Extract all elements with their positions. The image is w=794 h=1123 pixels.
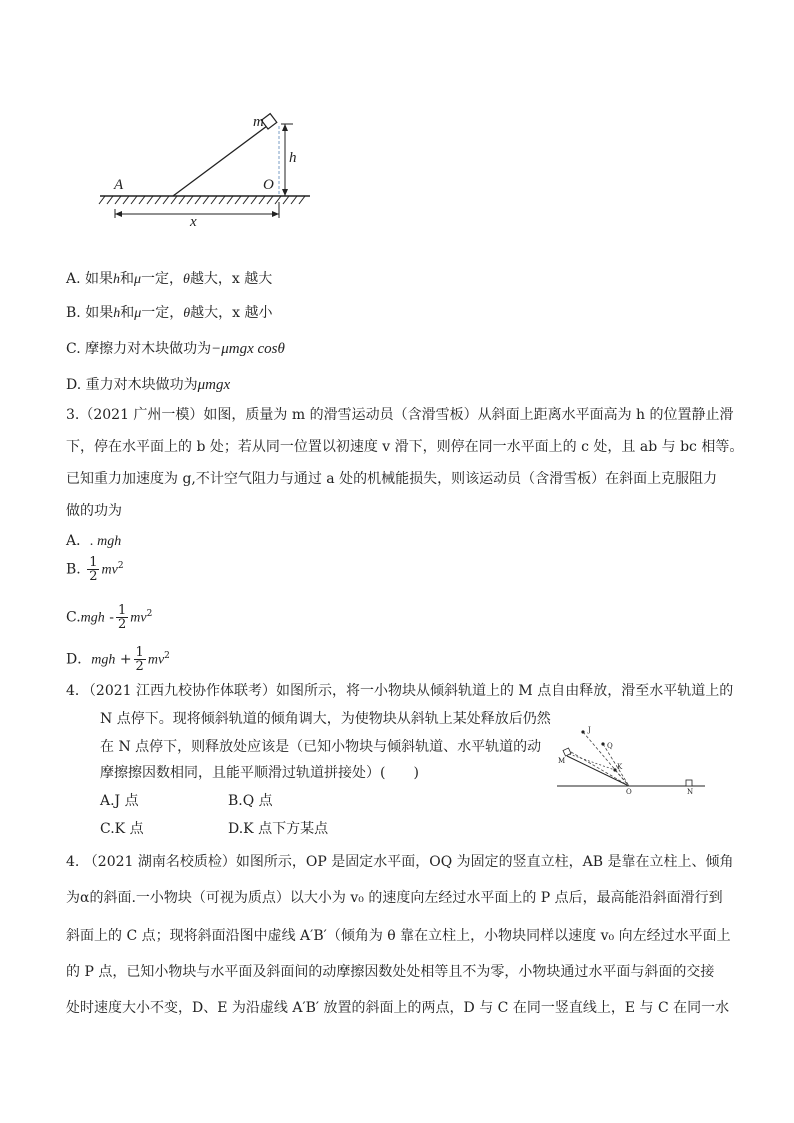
q4a-option-d: D.K 点下方某点 [228, 821, 329, 837]
q3-line-2: 下，停在水平面上的 b 处；若从同一位置以初速度 v 滑下，则停在同一水平面上的 c 处，且 ab 与 bc 相等。 [66, 439, 744, 455]
q2-option-b: B. 如果h和μ一定，θ越大，x 越小 [66, 305, 273, 321]
q3-option-a: A．. mgh [66, 533, 122, 549]
q4b-line-4: 的 P 点，已知小物块与水平面及斜面间的动摩擦因数处处相等且不为零，小物块通过水平面与斜面的交接 [66, 964, 715, 980]
q4b-line-5: 处时速度大小不变，D、E 为沿虚线 A′B′ 放置的斜面上的两点，D 与 C 在同一竖直线上，E 与 C 在同一水 [66, 1000, 730, 1016]
q4b-line-1: 4. （2021 湖南名校质检）如图所示，OP 是固定水平面，OQ 为固定的竖直立柱，AB 是靠在立柱上、倾角 [66, 854, 734, 870]
q4a-line-2: N 点停下。现将倾斜轨道的倾角调大，为使物块从斜轨上某处释放后仍然 [100, 711, 551, 727]
label-m: m [253, 114, 264, 130]
fig-label-O: O [626, 788, 632, 796]
q4a-option-b: B.Q 点 [228, 793, 273, 809]
label-h: h [289, 150, 297, 166]
q4a-option-c: C.K 点 [100, 821, 144, 837]
q2-option-d: D. 重力对木块做功为μmgx [66, 377, 231, 393]
q4a-line-1: 4．（2021 江西九校协作体联考）如图所示，将一小物块从倾斜轨道上的 M 点自由释放，滑至水平轨道上的 [66, 683, 734, 699]
fig-label-Q: Q [607, 742, 613, 750]
q4b-line-3: 斜面上的 C 点；现将斜面沿图中虚线 A′B′（倾角为 θ 靠在立柱上，小物块同样以速度 v₀ 向左经过水平面上 [66, 928, 731, 944]
q2-option-c: C. 摩擦力对木块做功为−μmgx cosθ [66, 341, 285, 357]
q3-line-1: 3.（2021 广州一模）如图，质量为 m 的滑雪运动员（含滑雪板）从斜面上距离水平面高为 h 的位置静止滑 [66, 407, 734, 423]
label-O: O [263, 177, 274, 193]
q3-line-3: 已知重力加速度为 g,不计空气阻力与通过 a 处的机械能损失，则该运动员（含滑雪板）在斜面上克服阻力 [66, 471, 718, 487]
incline-figure [95, 110, 325, 235]
fig-label-N: N [687, 788, 694, 796]
q4a-line-4: 摩擦擦因数相同，且能平顺滑过轨道拼接处）( ) [100, 765, 419, 781]
q3-option-d: D．mgh + $\frac{1}{2}$ $mv^2$ [66, 645, 170, 674]
label-x: x [190, 214, 197, 230]
label-A: A [114, 177, 124, 193]
q3-option-b: B. $\frac{1}{2}$ $mv^2$ [66, 555, 124, 584]
q3-line-4: 做的功为 [66, 503, 122, 519]
fraction: $\frac{1}{2}$ [89, 555, 98, 584]
q4a-line-3: 在 N 点停下，则释放处应该是（已知小物块与倾斜轨道、水平轨道的动 [100, 739, 542, 755]
fraction: $\frac{1}{2}$ [117, 603, 127, 632]
fig-label-K: K [617, 763, 623, 771]
q3-option-c: C.mgh - $\frac{1}{2}$ $mv^2$ [66, 603, 153, 632]
q4a-option-a: A.J 点 [100, 793, 139, 809]
fig-label-J: J [588, 726, 591, 734]
fraction: $\frac{1}{2}$ [135, 645, 144, 674]
q4b-line-2: 为α的斜面.一小物块（可视为质点）以大小为 v₀ 的速度向左经过水平面上的 P 点后，最高能沿斜面滑行到 [66, 890, 723, 906]
fig-label-M: M [558, 757, 566, 765]
q2-option-a: A. 如果h和μ一定，θ越大，x 越大 [66, 271, 273, 287]
